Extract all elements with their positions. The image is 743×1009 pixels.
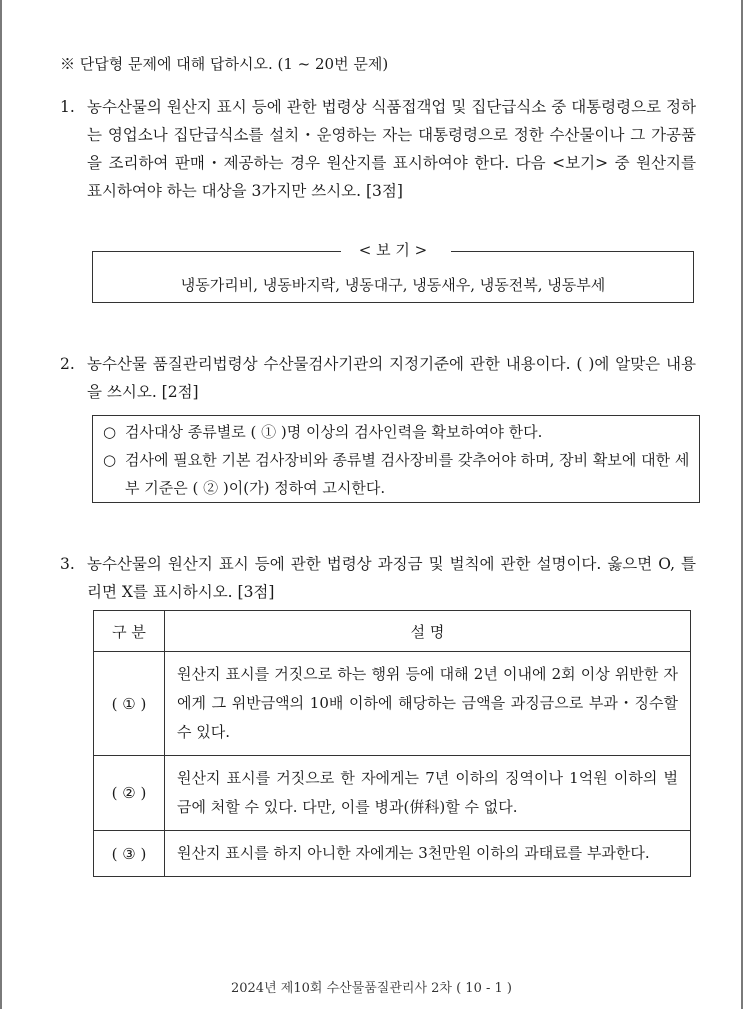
- condition-text: 검사에 필요한 기본 검사장비와 종류별 검사장비를 갖추어야 하며, 장비 확보에 대한 세부 기준은 ( ② )이(가) 정하여 고시한다.: [125, 451, 690, 497]
- bogi-box: [92, 241, 694, 303]
- row-label: ( ② ): [94, 756, 165, 831]
- header-category: 구 분: [94, 611, 165, 652]
- table-header-row: [94, 611, 691, 652]
- row-description: 원산지 표시를 거짓으로 한 자에게는 7년 이하의 징역이나 1억원 이하의 벌금에 처할 수 있다. 다만, 이를 병과(倂科)할 수 없다.: [165, 756, 691, 831]
- row-description: 원산지 표시를 하지 아니한 자에게는 3천만원 이하의 과태료를 부과한다.: [165, 831, 691, 877]
- table-row: [94, 831, 691, 877]
- question-1: [60, 93, 696, 205]
- question-number: 1.: [60, 98, 75, 116]
- condition-box: [92, 415, 700, 503]
- condition-item: [103, 418, 699, 446]
- table-row: [94, 756, 691, 831]
- circle-bullet-icon: ○: [103, 423, 117, 441]
- section-instruction: ※ 단답형 문제에 대해 답하시오. (1 ~ 20번 문제): [60, 55, 389, 73]
- row-label: ( ① ): [94, 652, 165, 756]
- question-text: 농수산물의 원산지 표시 등에 관한 법령상 식품접객업 및 집단급식소 중 대통령령으로 정하는 영업소나 집단급식소를 설치・운영하는 자는 대통령령으로 정한 수산물이나 그 가공품을 조리하여 판매・제공하는 경우 원산지를 표시하여야 한다. 다음 <보기> 중 원산지를 표시하여야 하는 대상을 3가지만 쓰시오. [3점]: [87, 98, 696, 200]
- question-2: [60, 350, 696, 406]
- bogi-title: < 보 기 >: [347, 241, 439, 259]
- condition-text: 검사대상 종류별로 ( ① )명 이상의 검사인력을 확보하여야 한다.: [125, 423, 543, 441]
- page-left-edge: [0, 0, 2, 1009]
- question-3: [60, 550, 696, 606]
- condition-item: [103, 446, 699, 502]
- row-description: 원산지 표시를 거짓으로 하는 행위 등에 대해 2년 이내에 2회 이상 위반한 자에게 그 위반금액의 10배 이하에 해당하는 금액을 과징금으로 부과・징수할 수 있다.: [165, 652, 691, 756]
- row-label: ( ③ ): [94, 831, 165, 877]
- header-description: 설 명: [165, 611, 691, 652]
- question-number: 3.: [60, 555, 75, 573]
- question-number: 2.: [60, 355, 75, 373]
- ox-table: [93, 610, 691, 877]
- page-footer: 2024년 제10회 수산물품질관리사 2차 ( 10 - 1 ): [230, 981, 512, 996]
- question-text: 농수산물 품질관리법령상 수산물검사기관의 지정기준에 관한 내용이다. ( )에 알맞은 내용을 쓰시오. [2점]: [87, 355, 696, 401]
- bogi-items: 냉동가리비, 냉동바지락, 냉동대구, 냉동새우, 냉동전복, 냉동부세: [180, 276, 606, 294]
- circle-bullet-icon: ○: [103, 451, 117, 469]
- table-row: [94, 652, 691, 756]
- question-text: 농수산물의 원산지 표시 등에 관한 법령상 과징금 및 벌칙에 관한 설명이다. 옳으면 O, 틀리면 X를 표시하시오. [3점]: [87, 555, 696, 601]
